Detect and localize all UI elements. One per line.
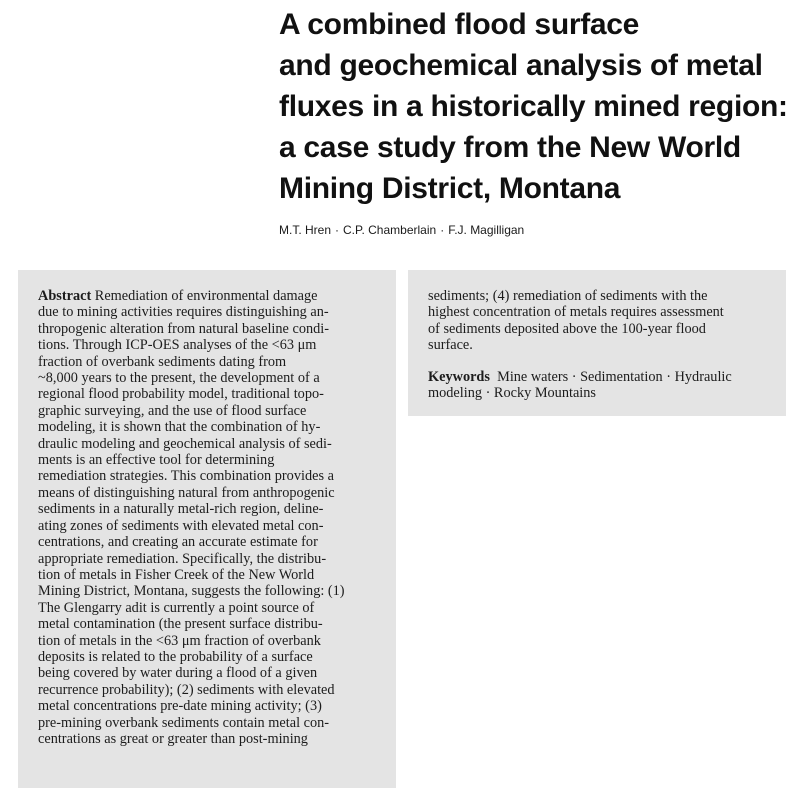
abstract-line: ating zones of sediments with elevated metal con- <box>38 517 324 534</box>
abstract-line: Mining District, Montana, suggests the following: (1) <box>38 583 345 600</box>
author-separator: · <box>335 223 340 237</box>
abstract-line: The Glengarry adit is currently a point source of <box>38 599 315 616</box>
abstract-line: means of distinguishing natural from anthropogenic <box>38 484 335 501</box>
abstract-line: Abstract Remediation of environmental damage <box>38 288 318 304</box>
abstract-line: ~8,000 years to the present, the development of a <box>38 370 320 387</box>
author-name: F.J. Magilligan <box>448 223 525 237</box>
author-name: M.T. Hren <box>279 223 332 237</box>
abstract-line: highest concentration of metals requires assessment <box>428 304 724 321</box>
abstract-line: ments is an effective tool for determining <box>38 452 275 469</box>
abstract-line: of sediments deposited above the 100-year flood <box>428 320 706 337</box>
title-line: fluxes in a historically mined region: <box>279 90 788 123</box>
abstract-line: remediation strategies. This combination provides a <box>38 468 334 485</box>
paper-title <box>279 4 794 209</box>
title-line: a case study from the New World <box>279 131 741 164</box>
abstract-line: due to mining activities requires distinguishing an- <box>38 304 329 321</box>
keywords-line: Keywords Mine waters · Sedimentation · Hydraulic <box>428 369 732 385</box>
author-separator: · <box>440 223 445 237</box>
abstract-body <box>38 288 345 747</box>
author-list <box>279 223 524 237</box>
abstract-line: centrations, and creating an accurate estimate for <box>38 534 318 551</box>
abstract-line: draulic modeling and geochemical analysis of sedi- <box>38 435 332 452</box>
abstract-line: fraction of overbank sediments dating from <box>38 353 287 370</box>
keywords-line: modeling · Rocky Mountains <box>428 385 596 402</box>
abstract-continuation <box>428 288 724 354</box>
author-name: C.P. Chamberlain <box>343 223 437 237</box>
abstract-line: tion of metals in Fisher Creek of the New World <box>38 566 315 583</box>
abstract-line: tion of metals in the <63 μm fraction of overbank <box>38 632 321 649</box>
abstract-line: being covered by water during a flood of a given <box>38 665 318 682</box>
keywords-heading: Keywords <box>428 369 490 385</box>
abstract-line: regional flood probability model, traditional topo- <box>38 386 324 403</box>
abstract-line: metal contamination (the present surface distribu- <box>38 616 323 633</box>
keywords-block <box>428 369 732 402</box>
abstract-line: metal concentrations pre-date mining activity; (3) <box>38 698 322 715</box>
title-line: A combined flood surface <box>279 8 640 41</box>
abstract-line: thropogenic alteration from natural baseline condi- <box>38 320 329 337</box>
abstract-line: modeling, it is shown that the combination of hy- <box>38 419 321 436</box>
abstract-line: sediments; (4) remediation of sediments with the <box>428 288 708 304</box>
abstract-line: sediments in a naturally metal-rich region, deline- <box>38 501 324 518</box>
abstract-line: deposits is related to the probability of a surface <box>38 648 313 665</box>
abstract-line: pre-mining overbank sediments contain metal con- <box>38 714 330 731</box>
abstract-line: appropriate remediation. Specifically, the distribu- <box>38 550 327 567</box>
title-line: and geochemical analysis of metal <box>279 49 763 82</box>
abstract-line: recurrence probability); (2) sediments with elevated <box>38 681 335 698</box>
title-line: Mining District, Montana <box>279 172 621 205</box>
abstract-heading: Abstract <box>38 288 92 304</box>
abstract-line: tions. Through ICP-OES analyses of the <63 μm <box>38 337 317 354</box>
abstract-line: centrations as great or greater than post-mining <box>38 730 308 747</box>
abstract-line: surface. <box>428 337 473 354</box>
abstract-line: graphic surveying, and the use of flood surface <box>38 402 307 419</box>
